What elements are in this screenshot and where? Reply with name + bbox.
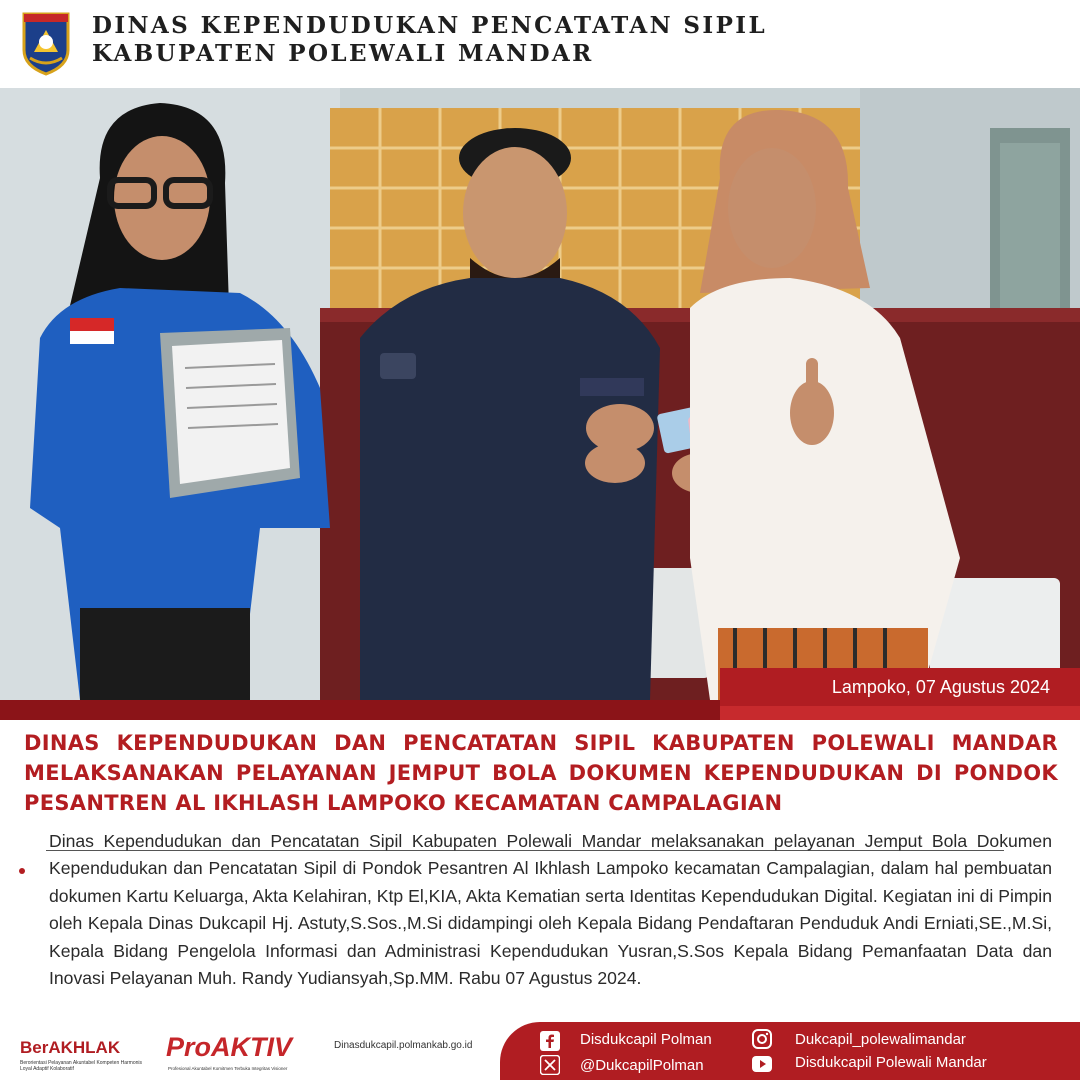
instagram-handle[interactable]: Dukcapil_polewalimandar: [795, 1031, 966, 1048]
agency-title-line1: DINAS KEPENDUDUKAN PENCATATAN SIPIL: [92, 12, 768, 39]
page-footer: [0, 1022, 1080, 1080]
ribbon-stripe-red-lower: [720, 706, 1080, 720]
facebook-handle[interactable]: Disdukcapil Polman: [580, 1031, 712, 1048]
youtube-handle[interactable]: Disdukcapil Polewali Mandar: [795, 1054, 987, 1071]
article-headline: DINAS KEPENDUDUKAN DAN PENCATATAN SIPIL KABUPATEN POLEWALI MANDAR MELAKSANAKAN PELAYANAN JEMPUT BOLA DOKUMEN KEPENDUDUKAN DI PONDOK PESANTREN AL IKHLASH LAMPOKO KECAMATAN CAMPALAGIAN: [24, 731, 1058, 815]
youtube-icon[interactable]: [752, 1054, 772, 1074]
regency-emblem-icon: [20, 12, 72, 76]
berakhlak-logo: BerAKHLAK: [20, 1038, 121, 1057]
facebook-icon[interactable]: [540, 1031, 560, 1051]
website-link[interactable]: Dinasdukcapil.polmankab.go.id: [334, 1040, 473, 1051]
instagram-icon[interactable]: [752, 1029, 772, 1049]
event-photo-illustration: [0, 88, 1080, 700]
event-photo: [0, 88, 1080, 700]
proaktiv-logo: ProAKTIV: [166, 1032, 293, 1062]
proaktiv-tagline: Profesional Akuntabel Komitmen Terbuka Integritas Visioner: [168, 1066, 288, 1071]
x-handle[interactable]: @DukcapilPolman: [580, 1057, 704, 1074]
berakhlak-tagline: Berorientasi Pelayanan Akuntabel Kompeten Harmonis Loyal Adaptif Kolaboratif: [20, 1060, 143, 1072]
ribbon-stripe-dark: [0, 700, 720, 720]
page-header: [0, 0, 1080, 88]
agency-title-line2: KABUPATEN POLEWALI MANDAR: [92, 40, 594, 67]
article-body: Dinas Kependudukan dan Pencatatan Sipil Kabupaten Polewali Mandar melaksanakan pelayanan Jemput Bola Dokumen Kependudukan dan Pencatatan Sipil di Pondok Pesantren Al Ikhlash Lampoko kecamatan Campalagian, dalam hal pembuatan dokumen Kartu Keluarga, Akta Kelahiran, Ktp El,KIA, Akta Kematian serta Identitas Kependudukan Digital. Kegiatan ini di Pimpin oleh Kepala Dinas Dukcapil Hj. Astuty,S.Sos.,M.Si didampingi oleh Kepala Bidang Pendaftaran Penduduk Andi Erniati,SE.,M.Si, Kepala Bidang Pengelola Informasi dan Administrasi Kependudukan Yusran,S.Sos Kepala Bidang Pemanfaatan Data dan Inovasi Pelayanan Muh. Randy Yudiansyah,Sp.MM. Rabu 07 Agustus 2024.: [49, 831, 1052, 989]
x-twitter-icon[interactable]: [540, 1055, 560, 1075]
bullet-point: [19, 868, 25, 874]
location-date: Lampoko, 07 Agustus 2024: [831, 677, 1050, 697]
agency-title: [92, 12, 767, 68]
